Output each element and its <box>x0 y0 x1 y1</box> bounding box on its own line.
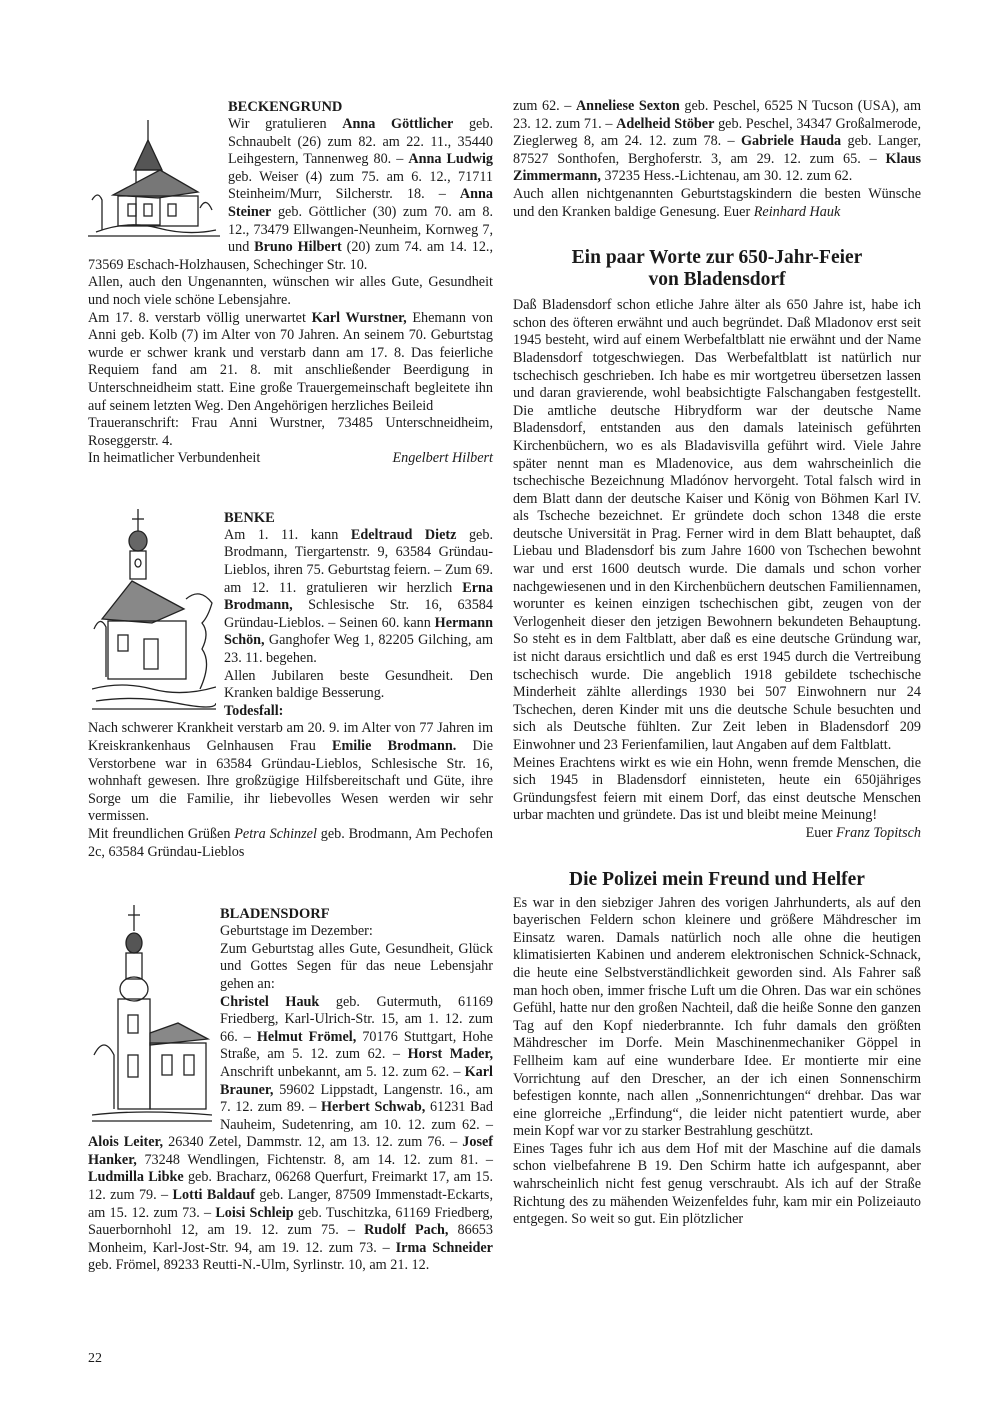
wishes-paragraph: Auch allen nichtgenannten Geburtstagskindern die besten Wünsche und den Kranken baldige Genesung. Euer Reinhard Hauk <box>513 185 921 220</box>
wishes-paragraph: Allen, auch den Ungenannten, wünschen wir alles Gute, Gesundheit und noch viele schöne Lebensjahre. <box>88 274 493 308</box>
wishes-paragraph: Allen Jubilaren beste Gesundheit. Den Kranken baldige Besserung. <box>224 667 493 702</box>
article-paragraph: Meines Erachtens wirkt es wie ein Hohn, wenn fremde Menschen, die sich 1945 in Bladensdorf einnisteten, heute ein 650jähriges Gründungsfest feiern mit einem Dorf, das einst deutsche Menschen urbar machten und gründete. Das ist und bleibt meine Meinung! <box>513 754 921 824</box>
birthday-list-continued: zum 62. – Anneliese Sexton geb. Peschel, 6525 N Tucson (USA), am 23. 12. zum 71. – Adelheid Stöber geb. Peschel, 34347 Großalmerode, Zieglerweg 8, am 24. 12. zum 78. – Gabriele Hauda geb. Langer, 87527 Sonthofen, Berghoferstr. 3, am 29. 12. zum 65. – Klaus Zimmermann, 37235 Hess.-Lichtenau, am 30. 12. zum 62. <box>513 98 921 185</box>
church-sketch-icon <box>88 100 220 240</box>
signature-line <box>88 450 493 468</box>
obituary-paragraph: Nach schwerer Krankheit verstarb am 20. 9. im Alter von 77 Jahren im Kreiskrankenhaus Gelnhausen Frau Emilie Brodmann. Die Verstorbene war in 63584 Gründau-Lieblos, Schlesische Str. 16, wohnhaft gewesen. Ihre großzügige Hilfsbereitschaft und Güte, ihre Sorge um die Familie, ihr liebevolles Wesen werden wir sehr vermissen. <box>88 720 493 825</box>
baroque-church-sketch-icon <box>92 905 212 1127</box>
article-paragraph: Daß Bladensdorf schon etliche Jahre älter als 650 Jahre ist, habe ich schon des öfteren erwähnt und auch begründet. Daß Mladonov erst seit 1945 besteht, wird auf einem Werbefaltblatt nie erwähnt und der Name Bladensdorf totgeschwiegen. Das Werbefaltblatt ist natürlich nur tschechisch geschrieben. Ich habe es mir wortgetreu übersetzen lassen und daran gravierende, wohl beabsichtigte Falschangaben festgestellt. Die amtliche deutsche Hibrydform war der deutsche Name Bladensdorf, entstanden aus den damals lateinisch geführten Kirchenbüchern, wo es als Bladavisvilla geführt wird. Viele Jahre später nennt man es Mladenovice, aus dem wahrscheinlich die tschechische Bezeichnung Mladónov hervorgeht. Total falsch wird in dem Blatt dann der deutsche Kaiser und König von Böhmen Karl IV. als Tscheche bezeichnet. Er gründete doch schon 1348 die erste deutsche Universität in Prag. Ferner wird in dem Blatt behauptet, daß Liebau und Bladensdorf bis zum Jahre 1600 von Tschechen bewohnt war und erst 1600 deutsch wurde. Die damals und schon vorher nachgewiesenen und in den Kirchenbüchern deutschen Familiennamen, worunter es keinen einzigen tschechischen gibt, zeugen von der Verlogenheit dieser den jetzigen Bewohnern bekundeten Behauptung. So steht es in dem Faltblatt, aber daß es eine deutsche Gründung war, ist nicht daraus ersichtlich und daß es erst 1945 durch die Vertreibung tschechisch wurde. Die angeblich 1918 gebildete tschechische Minderheit zählte allerdings 1930 bei 507 Einwohnern nur 24 Tschechen, deren Kinder mit uns die deutsche Schule besuchten und sich als Deutsche fühlten. Zur Zeit leben in Bladensdorf 209 Einwohner und 23 Ferienfamilien, laut Angaben auf dem Faltblatt. <box>513 297 921 753</box>
birthday-heading: Geburtstage im Dezember: <box>220 923 373 940</box>
article-police-friend <box>513 869 921 1229</box>
article-title: Die Polizei mein Freund und Helfer <box>569 868 865 890</box>
obituary-paragraph: Am 17. 8. verstarb völlig unerwartet Karl Wurstner, Ehemann von Anni geb. Kolb (7) im Alter von 70 Jahren. An seinem 70. Geburtstag wurde er schwer krank und verstarb dann am 17. 8. Das feierliche Requiem fand am 21. 8. mit anschließender Beerdigung in Unterschneidheim statt. Eine große Trauergemeinschaft begleitete ihn auf seinem letzten Weg. Den Angehörigen herzliches Beileid <box>88 309 493 414</box>
death-notice-heading: Todesfall: <box>224 702 284 719</box>
church-illustration-beckengrund <box>88 100 220 240</box>
signature: Reinhard Hauk <box>753 203 841 220</box>
section-title: BECKENGRUND <box>228 99 343 115</box>
signature-line: Euer Franz Topitsch <box>805 824 921 841</box>
article-title: Ein paar Worte zur 650-Jahr-Feier von Bladensdorf <box>571 247 863 291</box>
chapel-illustration-benke <box>92 509 216 714</box>
signature: Franz Topitsch <box>835 824 921 841</box>
birthday-paragraph: Am 1. 11. kann Edeltraud Dietz geb. Brodmann, Tiergartenstr. 9, 63584 Gründau-Lieblos, ihren 75. Geburtstag feiern. – Zum 69. am 12. 11. gratulieren wir herzlich Erna Brodmann, Schlesische Str. 16, 63584 Gründau-Lieblos. – Seinen 60. kann Hermann Schön, Ganghofer Weg 1, 82205 Gilching, am 23. 11. begehen. <box>224 526 493 667</box>
signature: Engelbert Hilbert <box>392 450 493 467</box>
greeting-paragraph: Mit freundlichen Grüßen Petra Schinzel geb. Brodmann, Am Pechofen 2c, 63584 Gründau-Lieblos <box>88 825 493 860</box>
section-benke <box>88 509 493 861</box>
section-title: BLADENSDORF <box>220 906 330 923</box>
page-number: 22 <box>88 1351 102 1366</box>
wishes-paragraph: Zum Geburtstag alles Gute, Gesundheit, Glück und Gottes Segen für das neue Lebensjahr gehen an: <box>220 940 493 992</box>
left-column <box>88 98 493 1275</box>
section-title: BENKE <box>224 509 275 526</box>
birthday-list-paragraph: Christel Hauk geb. Gutermuth, 61169 Friedberg, Karl-Ulrich-Str. 15, am 1. 12. zum 66. – Helmut Frömel, 70176 Stuttgart, Hohe Straße, am 5. 12. zum 62. – Horst Mader, Anschrift unbekannt, am 5. 12. zum 62. – Karl Brauner, 59602 Lippstadt, Langenstr. 16., am 7. 12. zum 89. – Herbert Schwab, 61231 Bad Nauheim, Sudetenring, am 10. 12. zum 62. – Alois Leiter, 26340 Zetel, Dammstr. 12, am 13. 12. zum 76. – Josef Hanker, 73248 Wendlingen, Fichtenstr. 8, am 14. 12. zum 81. – Ludmilla Libke geb. Bracharz, 06268 Querfurt, Freimarkt 17, am 15. 12. zum 79. – Lotti Baldauf geb. Langer, 87509 Immenstadt-Eckarts, am 15. 12. zum 73. – Loisi Schleip geb. Tuschitzka, 61169 Friedberg, Sauerbornhohl 12, am 19. 12. zum 75. – Rudolf Pach, 86653 Monheim, Karl-Jost-Str. 94, am 19. 12. zum 73. – Irma Schneider geb. Frömel, 89233 Reutti-N.-Ulm, Syrlinstr. 10, am 21. 12. <box>88 993 494 1274</box>
church-illustration-bladensdorf <box>92 905 212 1127</box>
article-paragraph: Es war in den siebziger Jahren des vorigen Jahrhunderts, als auf den bayerischen Feldern schon kleinere und größere Mähdrescher im Einsatz waren. Damals natürlich noch alle ohne die heutigen klimatisierten Kabinen und anderem elektronischen Schnick-Schnack, die heute eine Selbstverständlichkeit geworden sind. Als Fahrer saß man hoch oben, immer frische Luft um die Ohren. Das war ein schönes Gefühl, hatte nur den großen Nachteil, daß die heiße Sonne den ganzen Tag auf den Kopf niederbrannte. Ich fuhr damals den größten Mähdrescher im Dorfe. Mein Maschinenmechaniker Göppel in Fellheim kam auf eine wunderbare Idee. Er montierte mir eine Vorrichtung auf den Drescher, an der ich einen Sonnenschirm befestigen konnte, nach allen „Sonnenrichtungen“ drehbar. Das war eine glorreiche „Erfindung“, die leider nicht patentiert wurde, aber mein Kopf war vor zu starker Bestrahlung geschützt. <box>513 894 921 1140</box>
closing-text: In heimatlicher Verbundenheit <box>88 450 261 467</box>
article-650-year-celebration <box>513 247 921 842</box>
section-bladensdorf <box>88 905 493 1275</box>
mourning-address: Traueranschrift: Frau Anni Wurstner, 73485 Unterschneidheim, Roseggerstr. 4. <box>88 415 493 449</box>
section-beckengrund <box>88 98 493 468</box>
right-column <box>513 98 921 1229</box>
chapel-sketch-icon <box>92 509 216 714</box>
article-paragraph: Eines Tages fuhr ich aus dem Hof mit der Maschine auf die damals schon vielbefahrene B 19. Den Schirm hatte ich aufgespannt, aber wahrscheinlich nicht fest genug verschraubt. Als ich auf der Straße Richtung des zu mähenden Weizenfeldes fuhr, kam mir ein Polizeiauto entgegen. So weit so gut. Ein plötzlicher <box>513 1140 921 1228</box>
birthday-paragraph: Wir gratulieren Anna Göttlicher geb. Schnaubelt (26) zum 82. am 22. 11., 35440 Leihgestern, Tannenweg 80. – Anna Ludwig geb. Weiser (4) zum 75. am 6. 12., 71711 Steinheim/Murr, Silcherstr. 18. – Anna Steiner geb. Göttlicher (30) zum 70. am 8. 12., 73479 Ellwangen-Neunheim, Kornweg 7, und Bruno Hilbert (20) zum 74. am 14. 12., 73569 Eschach-Holzhausen, Schechinger Str. 10. <box>88 116 494 273</box>
